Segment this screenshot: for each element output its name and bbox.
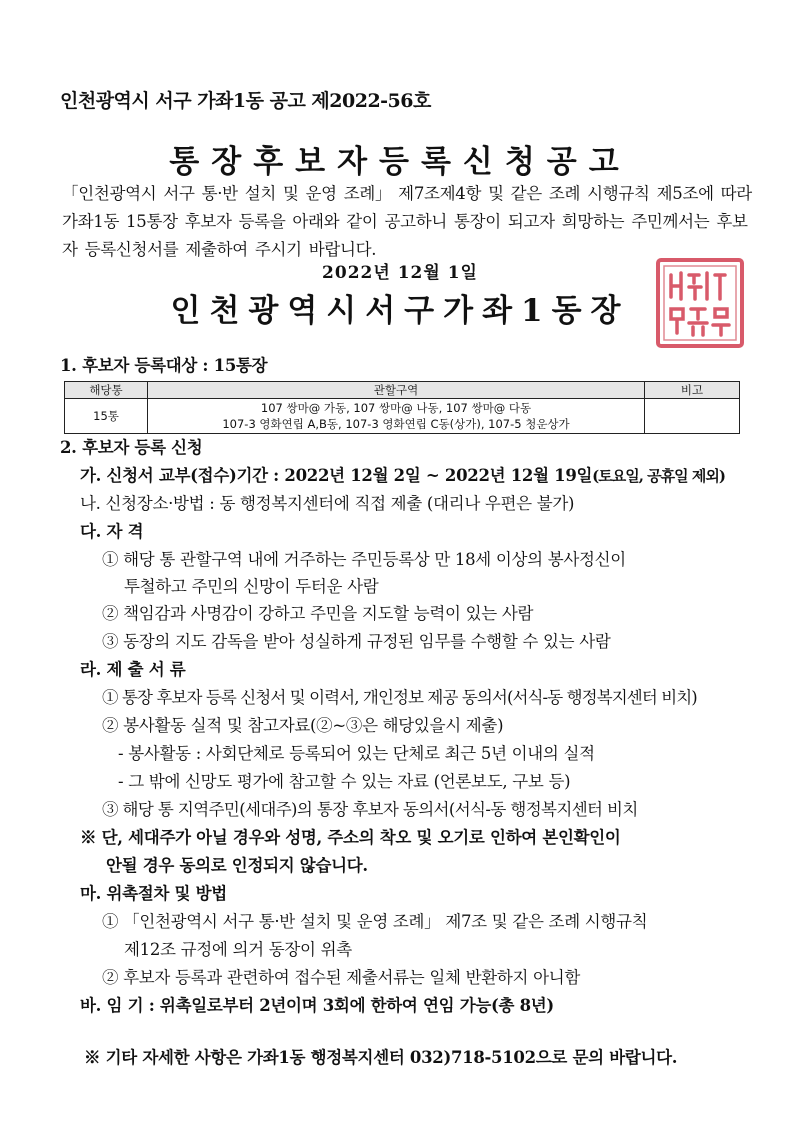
application-place: 나. 신청장소·방법 : 동 행정복지센터에 직접 제출 (대리나 우편은 불가) — [80, 494, 575, 513]
table-cell-note — [645, 399, 740, 434]
application-period — [80, 462, 725, 486]
document-title: 통장후보자등록신청공고 — [169, 144, 631, 180]
official-seal-icon — [655, 257, 745, 349]
table-header-note: 비고 — [645, 382, 740, 399]
document-item: ② 봉사활동 실적 및 참고자료(②~③은 해당있을시 제출) — [102, 716, 504, 735]
document-subitem: - 봉사활동 : 사회단체로 등록되어 있는 단체로 최근 5년 이내의 실적 — [118, 744, 595, 763]
application-period-label: 가. 신청서 교부(접수)기간 : 2022년 12월 2일 ~ 2022년 12월 19일 — [80, 466, 593, 485]
area-line: 107-3 영화연립 A,B동, 107-3 영화연립 C동(상가), 107-5 청운상가 — [222, 417, 570, 431]
procedure-item: ② 후보자 등록과 관련하여 접수된 제출서류는 일체 반환하지 아니함 — [102, 968, 581, 987]
section2-heading: 2. 후보자 등록 신청 — [60, 438, 203, 457]
section1-heading: 1. 후보자 등록대상 : 15통장 — [60, 356, 268, 375]
procedure-heading: 마. 위촉절차 및 방법 — [80, 884, 227, 903]
qualification-item: ① 해당 통 관할구역 내에 거주하는 주민등록상 만 18세 이상의 봉사정신이 — [102, 550, 626, 569]
issuer-name: 인천광역시서구가좌1동장 — [170, 293, 630, 329]
documents-heading: 라. 제 출 서 류 — [80, 660, 186, 679]
document-subitem: - 그 밖에 신망도 평가에 참고할 수 있는 자료 (언론보도, 구보 등) — [118, 772, 571, 791]
table-cell-area — [148, 399, 645, 434]
procedure-item: 제12조 규정에 의거 동장이 위촉 — [124, 940, 352, 959]
area-line: 107 쌍마@ 가동, 107 쌍마@ 나동, 107 쌍마@ 다동 — [260, 401, 532, 415]
caution-note: 안될 경우 동의로 인정되지 않습니다. — [106, 856, 368, 875]
document-item: ① 통장 후보자 등록 신청서 및 이력서, 개인정보 제공 동의서(서식-동 행정복지센터 비치) — [102, 688, 697, 707]
caution-note: ※ 단, 세대주가 아닐 경우와 성명, 주소의 착오 및 오기로 인하여 본인확인이 — [80, 828, 621, 847]
application-period-note: (토요일, 공휴일 제외) — [592, 467, 725, 485]
term-line: 바. 임 기 : 위촉일로부터 2년이며 3회에 한하여 연임 가능(총 8년) — [80, 996, 554, 1015]
qualification-heading: 다. 자 격 — [80, 522, 144, 541]
qualification-item: ② 책임감과 사명감이 강하고 주민을 지도할 능력이 있는 사람 — [102, 604, 534, 623]
table-cell-tong: 15통 — [65, 399, 148, 434]
notice-number: 인천광역시 서구 가좌1동 공고 제2022-56호 — [60, 90, 431, 112]
table-header-tong: 해당통 — [65, 382, 148, 399]
table-row — [65, 399, 740, 434]
contact-note: ※ 기타 자세한 사항은 가좌1동 행정복지센터 032)718-5102으로 문의 바랍니다. — [84, 1048, 678, 1067]
table-header-area: 관할구역 — [148, 382, 645, 399]
qualification-item: ③ 동장의 지도 감독을 받아 성실하게 규정된 임무를 수행할 수 있는 사람 — [102, 632, 611, 651]
jurisdiction-table — [64, 381, 740, 434]
notice-date: 2022년 12월 1일 — [322, 263, 478, 283]
qualification-item: 투철하고 주민의 신망이 두터운 사람 — [124, 577, 379, 596]
intro-paragraph: 「인천광역시 서구 통·반 설치 및 운영 조례」 제7조제4항 및 같은 조례 시행규칙 제5조에 따라 가좌1동 15통장 후보자 등록을 아래와 같이 공고하니 통장이 되고자 희망하는 주민께서는 후보자 등록신청서를 제출하여 주시기 바랍니다. — [62, 184, 752, 259]
procedure-item: ① 「인천광역시 서구 통·반 설치 및 운영 조례」 제7조 및 같은 조례 시행규칙 — [102, 912, 648, 931]
document-item: ③ 해당 통 지역주민(세대주)의 통장 후보자 동의서(서식-동 행정복지센터 비치 — [102, 800, 638, 819]
